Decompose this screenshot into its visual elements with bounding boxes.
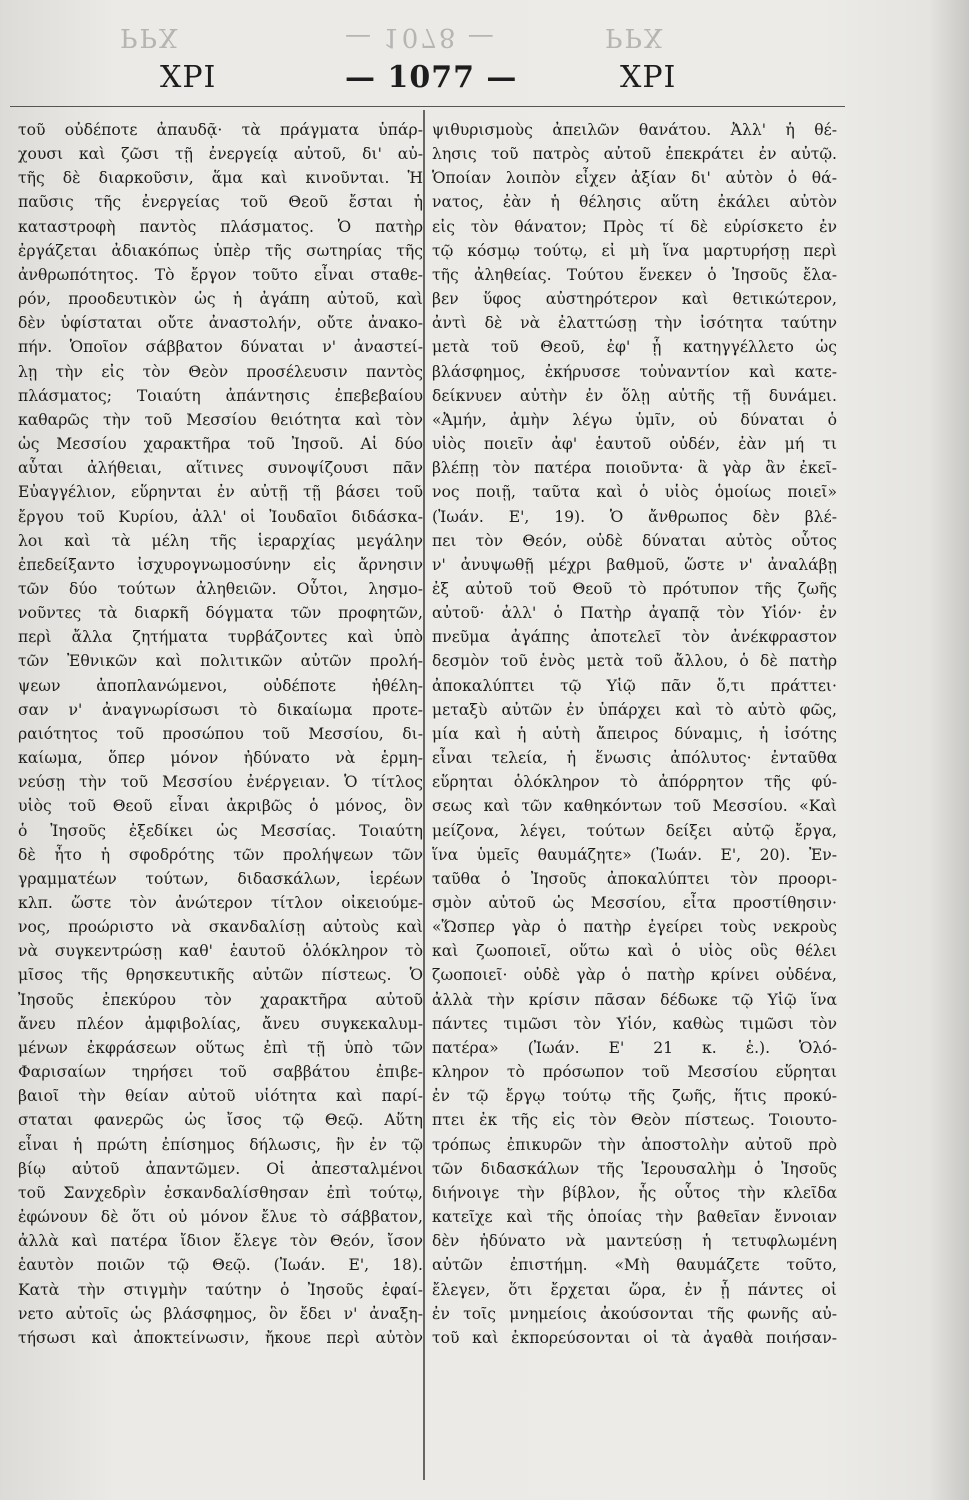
text-line: βίῳ αὐτοῦ ἀπαντῶμεν. Οἱ ἀπεσταλμένοι xyxy=(18,1159,423,1178)
text-line: ἀντὶ δὲ νὰ ἐλαττώσῃ τὴν ἰσότητα ταύτην xyxy=(432,314,837,333)
text-line: εἰς τὸν θάνατον; Πρὸς τί δὲ εὑρίσκετο ἐν xyxy=(432,217,837,236)
text-line: Κατὰ τὴν στιγμὴν ταύτην ὁ Ἰησοῦς ἐφαί- xyxy=(18,1280,423,1299)
text-line: Ἰησοῦς ἐπεκύρου τὸν χαρακτῆρα αὐτοῦ xyxy=(18,990,423,1009)
text-line: ἐργάζεται ἀδιακόπως ὑπὲρ τῆς σωτηρίας τῆς xyxy=(18,241,423,260)
left-text-column xyxy=(18,118,423,1478)
text-line: αὗται ἀλήθειαι, αἵτινες συνοψίζουσι πᾶν xyxy=(18,459,423,478)
text-line: ν' ἀνυψωθῇ μέχρι βαθμοῦ, ὥστε ν' ἀναλάβῃ xyxy=(432,555,837,574)
text-line: «Ἀμήν, ἀμὴν λέγω ὑμῖν, οὐ δύναται ὁ xyxy=(432,410,837,429)
text-line: βλέπῃ τὸν πατέρα ποιοῦντα· ἃ γὰρ ἂν ἐκεῖ- xyxy=(432,459,837,478)
text-line: τῶν διδασκάλων τῆς Ἱερουσαλὴμ ὁ Ἰησοῦς xyxy=(432,1159,837,1178)
text-line: ἀλλὰ τὴν κρίσιν πᾶσαν δέδωκε τῷ Υἱῷ ἵνα xyxy=(432,990,837,1009)
text-line: ἄνευ πλέον ἀμφιβολίας, ἄνευ συγκεκαλυμ- xyxy=(18,1014,423,1033)
text-line: μετὰ τοῦ Θεοῦ, ἐφ' ᾗ κατηγγέλλετο ὡς xyxy=(432,338,837,357)
header-rule xyxy=(10,106,845,107)
text-line: δὲν ὑφίσταται οὔτε ἀναστολήν, οὔτε ἀνακο- xyxy=(18,314,423,333)
text-line: παῦσις τῆς ἐνεργείας τοῦ Θεοῦ ἔσται ἡ xyxy=(18,193,423,212)
page-header xyxy=(0,56,969,106)
text-line: δὲν ἠδύνατο νὰ μαντεύσῃ ἡ τετυφλωμένη xyxy=(432,1232,837,1251)
text-line: υἱὸς ποιεῖν ἀφ' ἑαυτοῦ οὐδέν, ἐὰν μή τι xyxy=(432,435,837,454)
text-line: ρόν, προοδευτικὸν ὡς ἡ ἀγάπη αὐτοῦ, καὶ xyxy=(18,290,423,309)
column-divider xyxy=(423,110,425,1480)
text-line: διήνοιγε τὴν βίβλον, ἧς οὗτος τὴν κλεῖδα xyxy=(432,1183,837,1202)
text-line: ἐν τοῖς μνημείοις ἀκούσονται τῆς φωνῆς αὐ- xyxy=(432,1304,837,1323)
text-line: πλάσματος; Τοιαύτη ἀπάντησις ἐπεβεβαίου xyxy=(18,386,423,405)
text-line: ὁ Ἰησοῦς ἐξεδίκει ὡς Μεσσίας. Τοιαύτη xyxy=(18,821,423,840)
text-line: αὐτοῦ· ἀλλ' ὁ Πατὴρ ἀγαπᾷ τὸν Υἱόν· ἐν xyxy=(432,604,837,623)
text-line: πει τὸν Θεόν, οὐδὲ δύναται αὐτὸς οὗτος xyxy=(432,531,837,550)
text-line: καταστροφὴ παντὸς πλάσματος. Ὁ πατὴρ xyxy=(18,217,423,236)
text-line: αὐτῶν ἐπιστήμη. «Μὴ θαυμάζετε τοῦτο, xyxy=(432,1256,837,1275)
text-line: τήσωσι καὶ ἀποκτείνωσιν, ἤκουε περὶ αὐτὸν xyxy=(18,1328,423,1347)
text-line: εἶναι τελεία, ἡ ἕνωσις ἀπόλυτος· ἐνταῦθα xyxy=(432,749,837,768)
text-line: μεταξὺ αὐτῶν ἐν ὑπάρχει καὶ τὸ αὐτὸ φῶς, xyxy=(432,700,837,719)
text-line: τῶν δύο τούτων ἀληθειῶν. Οὗτοι, λησμο- xyxy=(18,579,423,598)
text-line: σμὸν αὐτοῦ ὡς Μεσσίου, εἶτα προστίθησιν· xyxy=(432,894,837,912)
text-line: ἀποκαλύπτει τῷ Υἱῷ πᾶν ὅ,τι πράττει· xyxy=(432,676,837,695)
text-line: πνεῦμα ἀγάπης ἀποτελεῖ τὸν ἀνέκφραστον xyxy=(432,628,837,647)
text-line: κλπ. ὥστε τὸν ἀνώτερον τίτλον οἰκειούμε- xyxy=(18,894,423,912)
text-line: μένων ἐκφράσεων οὕτως ἐπὶ τῇ ὑπὸ τῶν xyxy=(18,1038,423,1057)
text-line: ἑαυτὸν ποιῶν τῷ Θεῷ. (Ἰωάν. Ε', 18). xyxy=(18,1256,423,1275)
show-through-right: ΡΡΧ xyxy=(605,22,665,52)
text-line: σεως καὶ τῶν καθηκόντων τοῦ Μεσσίου. «Καὶ xyxy=(432,797,837,816)
text-line: δεσμὸν τοῦ ἑνὸς μετὰ τοῦ ἄλλου, ὁ δὲ πατὴρ xyxy=(432,652,837,671)
text-line: (Ἰωάν. Ε', 19). Ὁ ἄνθρωπος δὲν βλέ- xyxy=(432,507,837,526)
text-line: βλάσφημος, ἐκήρυσσε τοὐναντίον καὶ κατε- xyxy=(432,362,837,381)
text-line: «Ὥσπερ γὰρ ὁ πατὴρ ἐγείρει τοὺς νεκροὺς xyxy=(432,918,837,937)
text-line: νος, προώριστο νὰ σκανδαλίσῃ αὐτοὺς καὶ xyxy=(18,918,423,937)
text-line: μείζονα, λέγει, τούτων δείξει αὐτῷ ἔργα, xyxy=(432,821,837,840)
text-line: μία καὶ ἡ αὐτὴ ἄπειρος δύναμις, ἡ ἰσότης xyxy=(432,724,837,743)
text-line: ἐξ αὐτοῦ τοῦ Θεοῦ τὸ πρότυπον τῆς ζωῆς xyxy=(432,579,837,598)
text-line: εὕρηται ὁλόκληρον τὸ ἀπόρρητον τῆς φύ- xyxy=(432,773,837,792)
text-line: νοῦντες τὰ διαρκῆ δόγματα τῶν προφητῶν, xyxy=(18,604,423,623)
text-line: ἐν τῷ ἔργῳ τούτῳ τῆς ζωῆς, ἥτις προκύ- xyxy=(432,1087,837,1106)
text-line: δείκνυεν αὐτὴν ἐν ὅλῃ αὐτῆς τῇ δυνάμει. xyxy=(432,386,837,405)
text-line: χουσι καὶ ζῶσι τῇ ἐνεργείᾳ αὐτοῦ, δι' αὐ- xyxy=(18,145,423,164)
text-line: γραμματέων τούτων, διδασκάλων, ἱερέων xyxy=(18,869,423,888)
text-line: υἱὸς τοῦ Θεοῦ εἶναι ἀκριβῶς ὁ μόνος, ὃν xyxy=(18,797,423,816)
show-through-left: ΡΡΧ xyxy=(120,22,180,52)
text-line: ἵνα ὑμεῖς θαυμάζητε» (Ἰωάν. Ε', 20). Ἐν- xyxy=(432,845,837,864)
text-line: νετο αὐτοῖς ὡς βλάσφημος, ὃν ἔδει ν' ἀναξη- xyxy=(18,1304,423,1323)
text-line: νεύσῃ τὴν τοῦ Μεσσίου ἐνέργειαν. Ὁ τίτλος xyxy=(18,773,423,792)
text-line: νατος, ἐὰν ἡ θέλησις αὕτη ἐκάλει αὐτὸν xyxy=(432,193,837,212)
text-line: μῖσος τῆς θρησκευτικῆς αὐτῶν πίστεως. Ὁ xyxy=(18,966,423,985)
show-through-center: — 1078 — xyxy=(345,22,496,52)
text-line: ἐφώνουν δὲ ὅτι οὐ μόνον ἔλυε τὸ σάββατον, xyxy=(18,1208,423,1227)
text-line: κληρον τὸ πρόσωπον τοῦ Μεσσίου εὕρηται xyxy=(432,1063,837,1082)
text-line: ζωοποιεῖ· οὐδὲ γὰρ ὁ πατὴρ κρίνει οὐδένα, xyxy=(432,966,837,985)
text-line: πήν. Ὁποῖον σάββατον δύναται ν' ἀναστεί- xyxy=(18,338,423,357)
text-line: βαιοῖ τὴν θείαν αὐτοῦ υἱότητα καὶ παρί- xyxy=(18,1087,423,1106)
text-line: ἐπεδείξαντο ἰσχυρογνωμοσύνην εἰς ἄρνησιν xyxy=(18,555,423,574)
text-line: πάντες τιμῶσι τὸν Υἱόν, καθὼς τιμῶσι τὸν xyxy=(432,1014,837,1033)
text-line: ὡς Μεσσίου χαρακτῆρα τοῦ Ἰησοῦ. Αἱ δύο xyxy=(18,435,423,454)
text-line: ταῦθα ὁ Ἰησοῦς ἀποκαλύπτει τὸν προορι- xyxy=(432,869,837,888)
text-line: σαν ν' ἀναγνωρίσωσι τὸ δικαίωμα προτε- xyxy=(18,700,423,719)
text-line: περὶ ἄλλα ζητήματα τυρβάζοντες καὶ ὑπὸ xyxy=(18,628,423,647)
text-line: λῃ τὴν εἰς τὸν Θεὸν προσέλευσιν παντὸς xyxy=(18,362,423,381)
text-line: τοῦ οὐδέποτε ἀπαυδᾷ· τὰ πράγματα ὑπάρ- xyxy=(18,121,423,139)
text-line: τῷ κόσμῳ τούτῳ, εἰ μὴ ἵνα μαρτυρήσῃ περὶ xyxy=(432,241,837,260)
text-line: λησις τοῦ πατρὸς αὐτοῦ ἐπεκράτει ἐν αὐτῷ. xyxy=(432,145,837,164)
text-line: τῆς ἀληθείας. Τούτου ἕνεκεν ὁ Ἰησοῦς ἔλα- xyxy=(432,265,837,284)
text-line: τοῦ Σανχεδρὶν ἐσκανδαλίσθησαν ἐπὶ τούτῳ, xyxy=(18,1183,423,1202)
text-line: ἔργου τοῦ Κυρίου, ἀλλ' οἱ Ἰουδαῖοι διδάσκα- xyxy=(18,507,423,526)
text-line: ἀλλὰ καὶ πατέρα ἴδιον ἔλεγε τὸν Θεόν, ἴσον xyxy=(18,1232,423,1251)
text-line: καίωμα, ὅπερ μόνον ἠδύνατο νὰ ἑρμη- xyxy=(18,749,423,768)
text-line: βεν ὕφος αὐστηρότερον καὶ θετικώτερον, xyxy=(432,290,837,309)
header-left-entry: ΧΡΙ xyxy=(160,60,217,95)
page-number: — 1077 — xyxy=(345,60,518,95)
text-line: νος ποιῇ, ταῦτα καὶ ὁ υἱὸς ὁμοίως ποιεῖ» xyxy=(432,483,837,502)
text-line: τῶν Ἐθνικῶν καὶ πολιτικῶν αὐτῶν προλή- xyxy=(18,652,423,671)
text-line: τρόπως ἐπικυρῶν τὴν ἀποστολὴν αὐτοῦ πρὸ xyxy=(432,1135,837,1154)
text-line: δὲ ἦτο ἡ σφοδρότης τῶν προλήψεων τῶν xyxy=(18,845,423,864)
text-line: πατέρα» (Ἰωάν. Ε' 21 κ. ἑ.). Ὁλό- xyxy=(432,1038,837,1057)
text-line: λοι καὶ τὰ μέλη τῆς ἱεραρχίας μεγάλην xyxy=(18,531,423,550)
text-line: Εὐαγγέλιον, εὕρηνται ἐν αὐτῇ τῇ βάσει τοῦ xyxy=(18,483,423,502)
text-line: νὰ συγκεντρώσῃ καθ' ἑαυτοῦ ὁλόκληρον τὸ xyxy=(18,942,423,961)
text-line: ψιθυρισμοὺς ἀπειλῶν θανάτου. Ἀλλ' ἡ θέ- xyxy=(432,121,837,139)
text-line: ἀνθρωπότητος. Τὸ ἔργον τοῦτο εἶναι σταθε- xyxy=(18,265,423,284)
right-text-column xyxy=(432,118,837,1478)
text-line: Φαρισαίων τηρήσει τοῦ σαββάτου ἐπιβε- xyxy=(18,1063,423,1082)
text-line: κατεῖχε καὶ τῆς ὁποίας τὴν βαθεῖαν ἔννοιαν xyxy=(432,1208,837,1227)
text-line: πτει ἐκ τῆς εἰς τὸν Θεὸν πίστεως. Τοιουτο- xyxy=(432,1111,837,1130)
text-line: ραιότητος τοῦ προσώπου τοῦ Μεσσίου, δι- xyxy=(18,724,423,743)
header-right-entry: ΧΡΙ xyxy=(620,60,677,95)
text-line: σταται φανερῶς ὡς ἴσος τῷ Θεῷ. Αὕτη xyxy=(18,1111,423,1130)
text-line: εἶναι ἡ πρώτη ἐπίσημος δήλωσις, ἣν ἐν τῷ xyxy=(18,1135,423,1154)
text-line: τοῦ καὶ ἐκπορεύσονται οἱ τὰ ἀγαθὰ ποιήσαν- xyxy=(432,1328,837,1347)
book-spine-shadow xyxy=(929,0,969,1500)
text-line: ἔλεγεν, ὅτι ἔρχεται ὥρα, ἐν ᾗ πάντες οἱ xyxy=(432,1280,837,1299)
text-line: Ὁποίαν λοιπὸν εἶχεν ἀξίαν δι' αὐτὸν ὁ θά- xyxy=(432,169,837,188)
text-line: τῆς δὲ διαρκοῦσιν, ἅμα καὶ κινοῦνται. Ἡ xyxy=(18,169,423,188)
text-line: ψεων ἀποπλανώμενοι, οὐδέποτε ἠθέλη- xyxy=(18,676,423,695)
text-line: καθαρῶς τὴν τοῦ Μεσσίου θειότητα καὶ τὸν xyxy=(18,410,423,429)
text-line: καὶ ζωοποιεῖ, οὕτω καὶ ὁ υἱὸς οὓς θέλει xyxy=(432,942,837,961)
